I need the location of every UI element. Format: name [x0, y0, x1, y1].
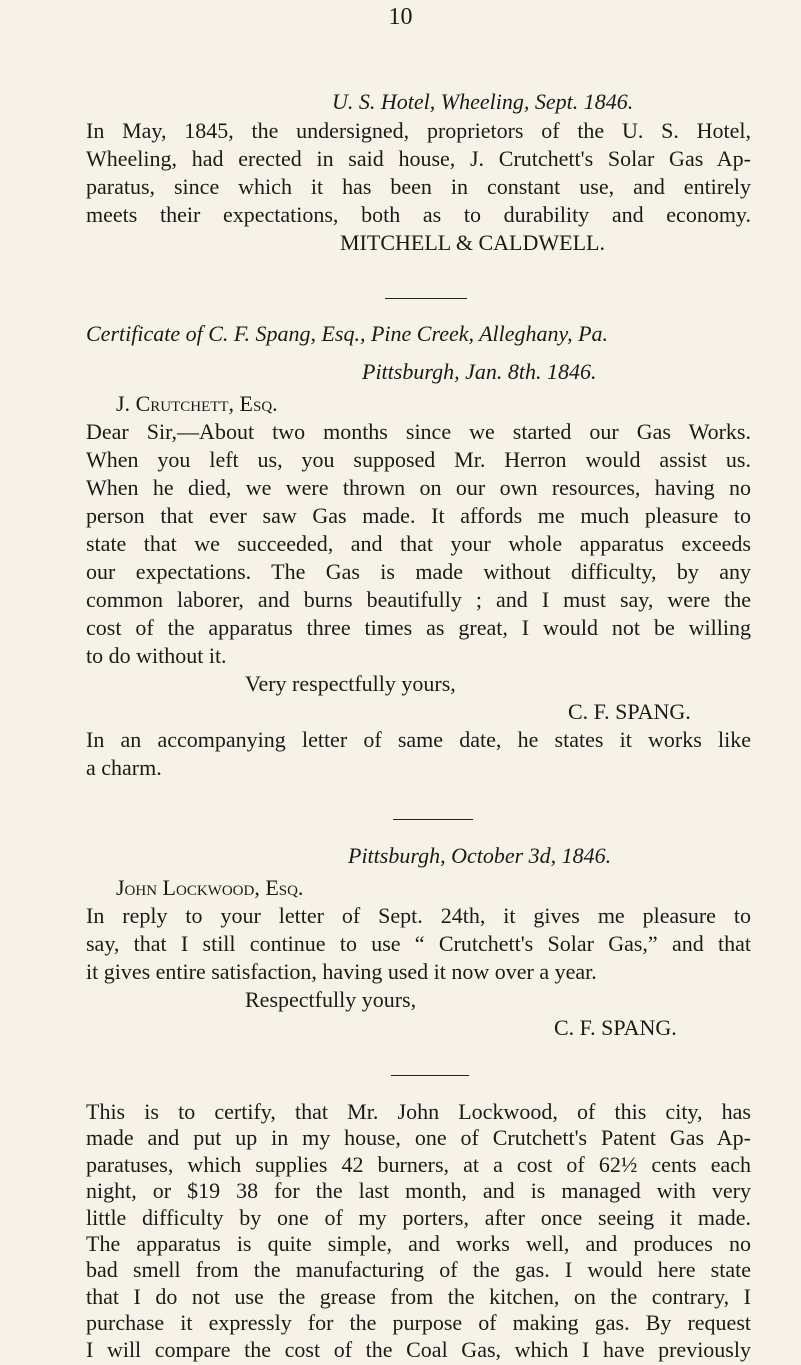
- text-line: purchase it expressly for the purpose of making gas. By request: [86, 1310, 751, 1336]
- salutation-addressee: J. Crutchett, Esq.: [116, 391, 278, 416]
- text-line: to do without it.: [86, 643, 227, 668]
- text-line: Wheeling, had erected in said house, J. Crutchett's Solar Gas Ap-: [86, 146, 751, 171]
- text-line: I will compare the cost of the Coal Gas, which I have previously: [86, 1336, 751, 1362]
- text-line: cost of the apparatus three times as great, I would not be willing: [86, 615, 751, 640]
- text-line: In an accompanying letter of same date, he states it works like: [86, 727, 751, 752]
- salutation-addressee: John Lockwood, Esq.: [116, 875, 304, 900]
- signature: C. F. SPANG.: [554, 1015, 677, 1040]
- text-line: night, or $19 38 for the last month, and is managed with very: [86, 1178, 751, 1204]
- signature: MITCHELL & CALDWELL.: [340, 230, 605, 255]
- page-number: 10: [388, 4, 413, 30]
- text-line: When he died, we were thrown on our own resources, having no: [86, 475, 751, 500]
- text-line: say, that I still continue to use “ Crutchett's Solar Gas,” and that: [86, 931, 751, 956]
- text-line: paratuses, which supplies 42 burners, at a cost of 62½ cents each: [86, 1151, 751, 1177]
- text-line: bad smell from the manufacturing of the gas. I would here state: [86, 1257, 751, 1283]
- closing: Very respectfully yours,: [245, 671, 456, 696]
- text-line: person that ever saw Gas made. It affords me much pleasure to: [86, 503, 751, 528]
- letter-dateline: Pittsburgh, October 3d, 1846.: [348, 843, 612, 868]
- text-line: In May, 1845, the undersigned, proprietors of the U. S. Hotel,: [86, 118, 751, 143]
- section-divider: [393, 819, 473, 820]
- text-line: a charm.: [86, 755, 162, 780]
- text-line: state that we succeeded, and that your whole apparatus exceeds: [86, 531, 751, 556]
- text-line: This is to certify, that Mr. John Lockwood, of this city, has: [86, 1099, 751, 1124]
- section-divider: [391, 1075, 469, 1076]
- signature: C. F. SPANG.: [568, 699, 691, 724]
- text-line: made and put up in my house, one of Crutchett's Patent Gas Ap-: [86, 1125, 751, 1151]
- letter-dateline: Pittsburgh, Jan. 8th. 1846.: [362, 359, 597, 384]
- text-line: paratus, since which it has been in constant use, and entirely: [86, 174, 751, 199]
- certificate-heading: Certificate of C. F. Spang, Esq., Pine Creek, Alleghany, Pa.: [86, 321, 609, 346]
- text-line: meets their expectations, both as to durability and economy.: [86, 202, 751, 227]
- text-line: When you left us, you supposed Mr. Herron would assist us.: [86, 447, 751, 472]
- text-line: common laborer, and burns beautifully ; and I must say, were the: [86, 587, 751, 612]
- text-line: Dear Sir,—About two months since we started our Gas Works.: [86, 419, 751, 444]
- text-line: it gives entire satisfaction, having used it now over a year.: [86, 959, 597, 984]
- text-line: our expectations. The Gas is made without difficulty, by any: [86, 559, 751, 584]
- text-line: The apparatus is quite simple, and works well, and produces no: [86, 1231, 751, 1256]
- closing: Respectfully yours,: [245, 987, 417, 1012]
- text-line: little difficulty by one of my porters, after once seeing it made.: [86, 1204, 751, 1230]
- hotel-dateline: U. S. Hotel, Wheeling, Sept. 1846.: [332, 89, 634, 114]
- text-line: In reply to your letter of Sept. 24th, it gives me pleasure to: [86, 903, 751, 928]
- text-line: that I do not use the grease from the kitchen, on the contrary, I: [86, 1283, 751, 1309]
- section-divider: [385, 298, 467, 299]
